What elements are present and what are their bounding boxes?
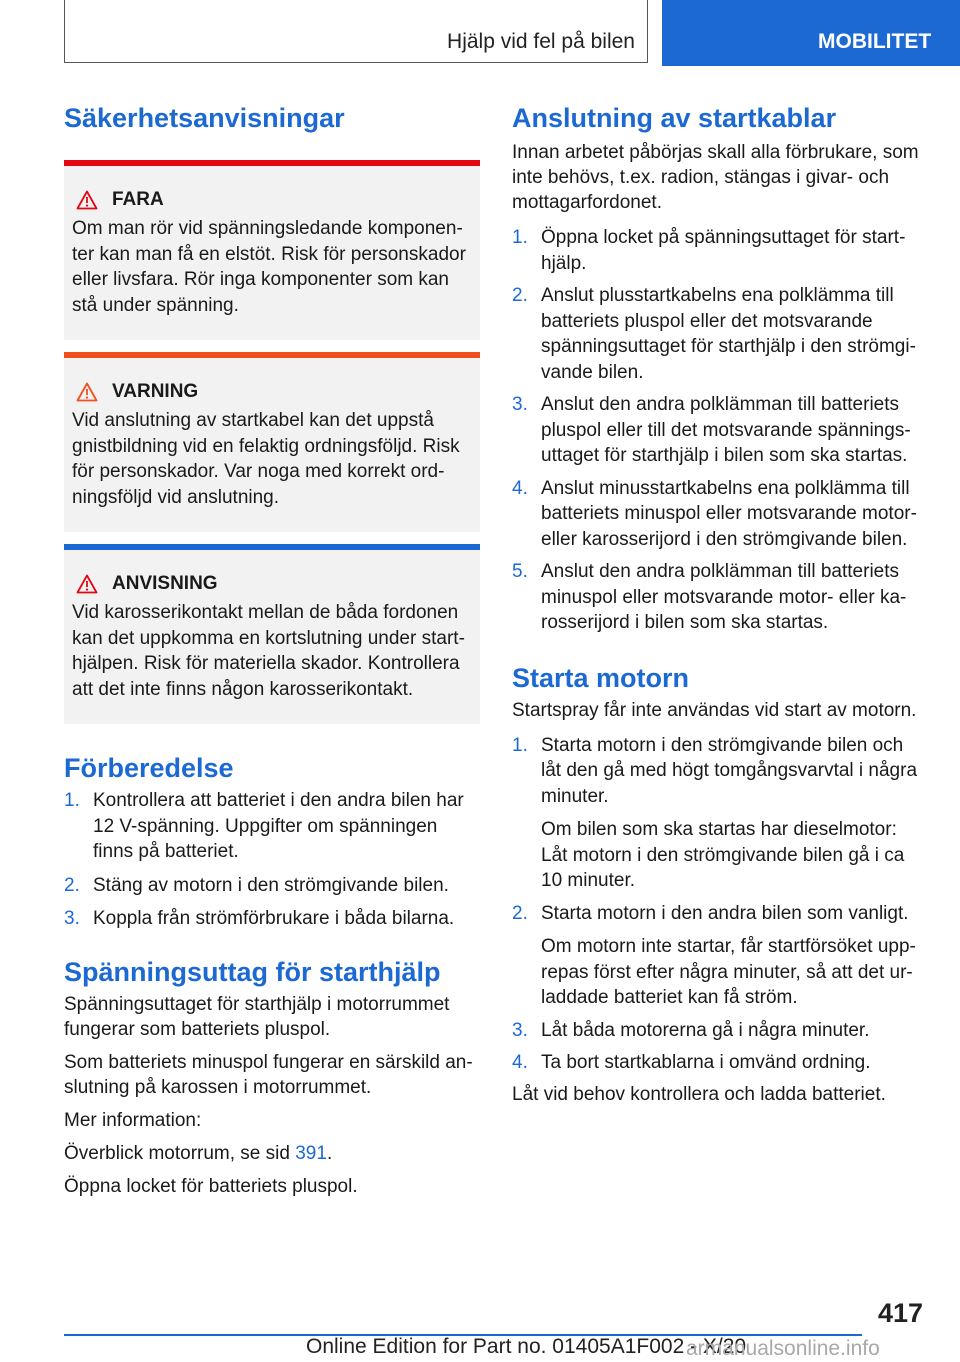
list-item — [512, 1050, 926, 1076]
list-item — [512, 476, 926, 553]
step-text: Anslut plusstartkabelns ena polklämma till batteriets pluspol eller det motsvarande spänningsuttaget för starthjälp i den strömgivande bilen. — [541, 285, 916, 383]
step-text: Starta motorn i den strömgivande bilen och låt den gå med högt tomgångsvarvtal i några minuter. — [541, 734, 918, 807]
section-title: MOBILITET — [818, 30, 932, 53]
start-outro: Låt vid behov kontrollera och ladda batteriet. — [512, 1083, 886, 1105]
notice-title: ANVISNING — [112, 573, 218, 594]
socket-heading: Spänningsuttag för starthjälp — [64, 956, 441, 987]
socket-paragraph: Öppna locket för batteriets pluspol. — [64, 1175, 358, 1197]
prep-heading: Förberedelse — [64, 753, 234, 783]
start-heading: Starta motorn — [512, 662, 690, 693]
chapter-box — [64, 0, 648, 63]
list-item — [512, 559, 926, 636]
notice-warning — [64, 352, 480, 532]
socket-paragraph: Mer information: — [64, 1109, 202, 1131]
notice-note — [64, 544, 480, 724]
step-number: 3. — [64, 908, 80, 929]
step-text: Kontrollera att batteriet i den andra bilen har 12 V-spänning. Uppgifter om spänningen finns på batteriet. — [93, 790, 464, 862]
notice-bar-danger — [64, 160, 480, 166]
page-link[interactable]: 391 — [295, 1142, 327, 1164]
step-number: 1. — [512, 734, 528, 756]
page-number: 417 — [878, 1298, 924, 1328]
edition-text: Online Edition for Part no. 01405A1F002 - X/20 — [306, 1335, 747, 1358]
warning-triangle-icon — [76, 190, 98, 210]
start-steps — [512, 733, 926, 1076]
step-text: Anslut den andra polklämman till batteriets minuspol eller motsvarande motor- eller karosserijord i bilen som ska startas. — [541, 561, 907, 633]
left-column — [64, 100, 480, 1199]
step-number: 5. — [512, 561, 528, 582]
list-item — [64, 788, 480, 865]
watermark: armanualsonline.info — [686, 1337, 880, 1360]
page-header — [0, 0, 960, 66]
connect-heading: Anslutning av startkablar — [512, 103, 837, 133]
list-item — [512, 1018, 926, 1044]
step-text: Öppna locket på spänningsuttaget för starthjälp. — [541, 227, 906, 274]
step-extra: Om bilen som ska startas har dieselmotor: Låt motorn i den strömgivande bilen gå i ca 10 minuter. — [541, 819, 905, 891]
warning-triangle-icon — [76, 382, 98, 402]
notice-text: Om man rör vid spänningsledande komponenter kan man få en elstöt. Risk för personskador eller livsfara. Rör inga komponenter som kan stå under spänning. — [72, 218, 466, 316]
right-column — [512, 100, 926, 1107]
step-text: Låt båda motorerna gå i några minuter. — [541, 1019, 870, 1041]
notice-bar-note — [64, 544, 480, 550]
list-item — [512, 733, 926, 894]
step-text: Stäng av motorn i den strömgivande bilen. — [93, 874, 449, 896]
section-tab[interactable] — [662, 0, 960, 66]
step-text: Anslut den andra polklämman till batteriets pluspol eller till det motsvarande spänningsuttaget för starthjälp i bilen som ska startas. — [541, 394, 911, 466]
socket-paragraph: Spänningsuttaget för starthjälp i motorrummet fungerar som batteriets pluspol. — [64, 993, 450, 1040]
step-number: 3. — [512, 1019, 528, 1041]
connect-intro: Innan arbetet påbörjas skall alla förbrukare, som inte behövs, t.ex. radion, stängas i givar- och mottagarfordonet. — [512, 142, 919, 213]
safety-heading: Säkerhetsanvisningar — [64, 103, 345, 133]
list-item — [64, 873, 480, 899]
step-number: 1. — [64, 790, 80, 811]
notice-danger — [64, 160, 480, 340]
list-item — [512, 392, 926, 469]
step-number: 2. — [64, 874, 80, 896]
list-item — [64, 906, 480, 932]
prep-steps — [64, 788, 480, 932]
list-item — [512, 283, 926, 385]
step-text: Anslut minusstartkabelns ena polklämma till batteriets minuspol eller motsvarande motor- eller karosserijord i den strömgivande bilen. — [541, 477, 917, 550]
socket-reference: Överblick motorrum, se sid 391. — [64, 1142, 333, 1164]
notice-text: Vid karosserikontakt mellan de båda fordonen kan det uppkomma en kortslutning under starthjälpen. Risk för materiella skador. Kontrollera att det inte finns någon karosserikontakt. — [72, 602, 465, 700]
step-text: Ta bort startkablarna i omvänd ordning. — [541, 1052, 871, 1073]
chapter-title: Hjälp vid fel på bilen — [447, 30, 635, 53]
notice-bar-warning — [64, 352, 480, 358]
step-number: 4. — [512, 1052, 528, 1073]
step-number: 2. — [512, 285, 528, 306]
connect-steps — [512, 225, 926, 636]
step-text: Starta motorn i den andra bilen som vanligt. — [541, 902, 909, 924]
step-extra: Om motorn inte startar, får startförsöket upprepas först efter några minuter, så att det urladdade batteriet kan få ström. — [541, 936, 916, 1008]
list-item — [512, 225, 926, 276]
notice-title: FARA — [112, 189, 164, 210]
socket-paragraph: Som batteriets minuspol fungerar en särskild anslutning på karossen i motorrummet. — [64, 1051, 473, 1098]
start-intro: Startspray får inte användas vid start av motorn. — [512, 699, 917, 721]
step-number: 3. — [512, 394, 528, 415]
step-number: 4. — [512, 477, 528, 499]
step-number: 1. — [512, 227, 528, 248]
notice-title: VARNING — [112, 381, 199, 402]
list-item — [512, 901, 926, 1011]
step-number: 2. — [512, 902, 528, 924]
step-text: Koppla från strömförbrukare i båda bilarna. — [93, 908, 455, 929]
notice-text: Vid anslutning av startkabel kan det uppstå gnistbildning vid en felaktig ordningsföljd. Risk för personskador. Var noga med korrekt ordningsföljd vid anslutning. — [72, 410, 460, 508]
warning-triangle-icon — [76, 574, 98, 594]
